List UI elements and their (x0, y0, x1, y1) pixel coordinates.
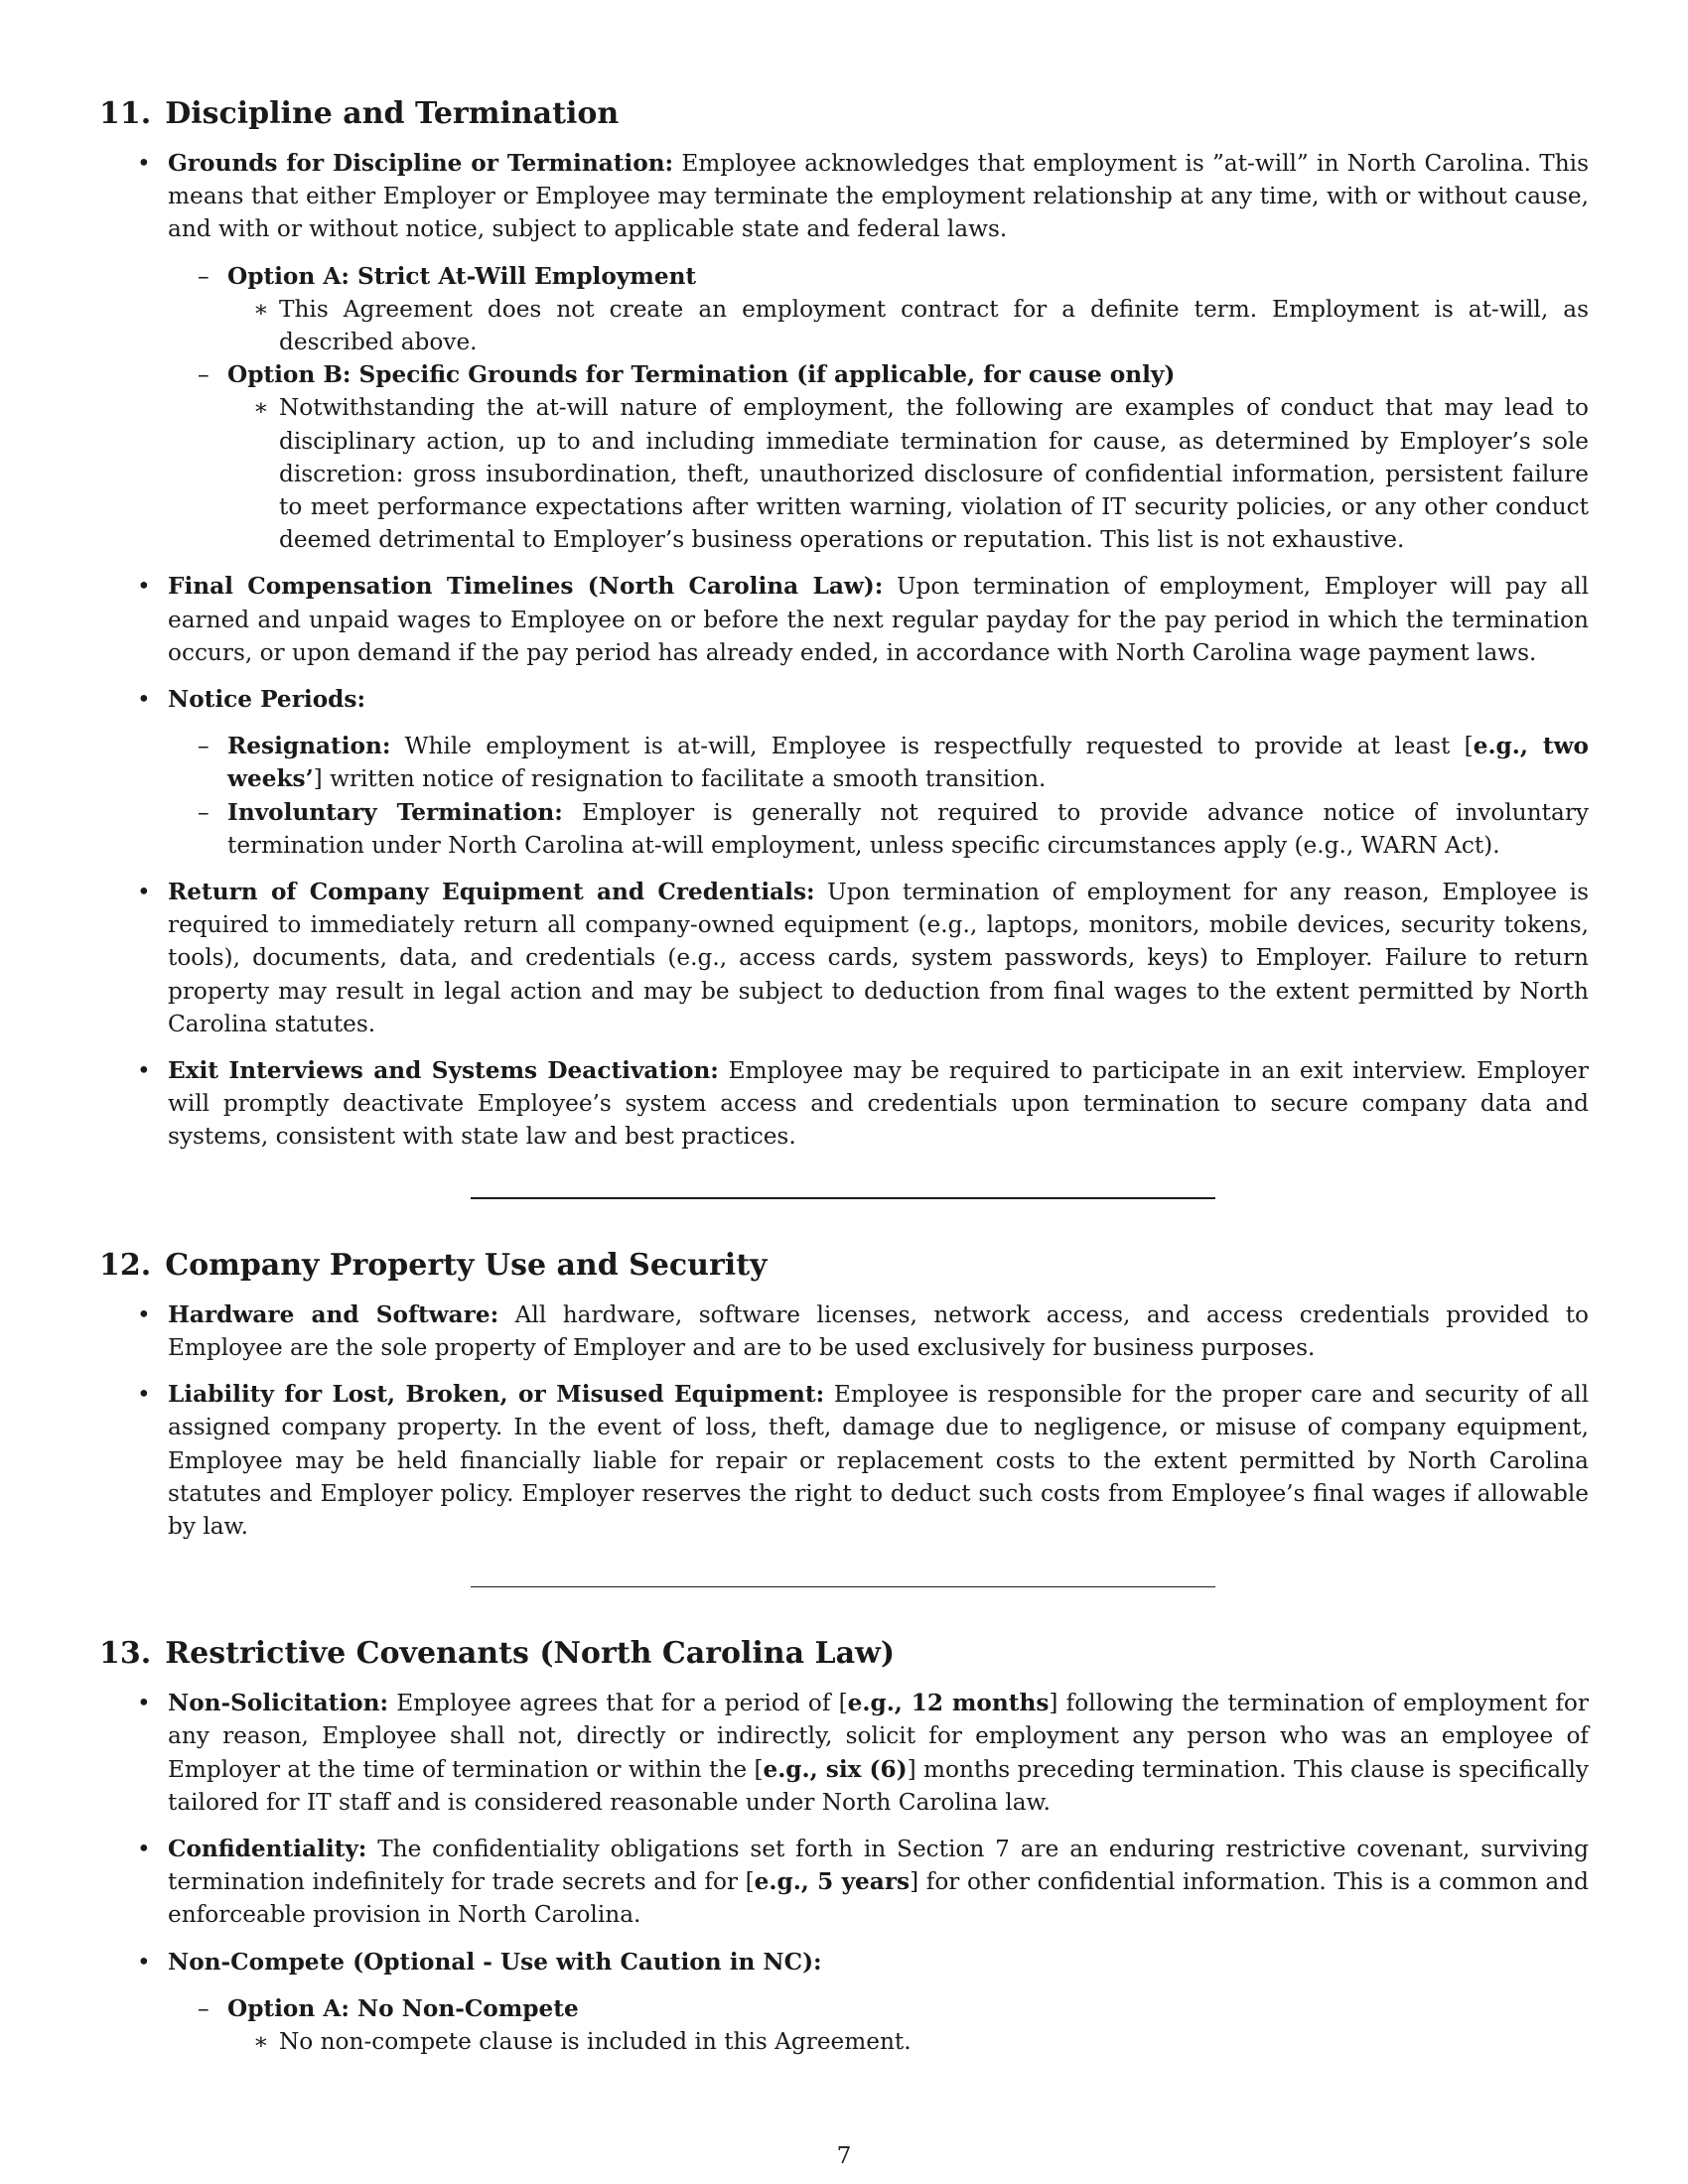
section-divider (471, 1197, 1215, 1199)
list-item: • Non-Solicitation: Employee agrees that for a period of [e.g., 12 months] following the termination of employment for any reason, Employee shall not, directly or indirectly, solicit for employment any person who was an employee of Employer at the time of termination or within the [e.g., six (6)] months preceding termination. This clause is specifically tailored for IT staff and is considered reasonable under North Carolina law. (99, 1687, 1589, 1819)
list-item: • Confidentiality: The confidentiality obligations set forth in Section 7 are an enduring restrictive covenant, surviving termination indefinitely for trade secrets and for [e.g., 5 years] for other confidential information. This is a common and enforceable provision in North Carolina. (99, 1833, 1589, 1932)
option-item: – Option B: Specific Grounds for Termination (if applicable, for cause only) ∗ Notwithstanding the at-will nature of employment, the following are examples of conduct that may lead to disciplinary action, up to and including immediate termination for cause, as determined by Employer’s sole discretion: gross insubordination, theft, unauthorized disclosure of confidential information, persistent failure to meet performance expectations after written warning, violation of IT security policies, or any other conduct deemed detrimental to Employer’s business operations or reputation. This list is not exhaustive. (168, 358, 1589, 556)
list-item: • Non-Compete (Optional - Use with Caution in NC): – Option A: No Non-Compete ∗ No non-compete clause is included in this Agreement. (99, 1946, 1589, 2059)
notice-list (168, 730, 1589, 862)
option-list (168, 1992, 1589, 2058)
section-heading: 13. Restrictive Covenants (North Carolina Law) (99, 1636, 896, 1672)
section-heading: 12. Company Property Use and Security (99, 1247, 768, 1283)
list-item: • Hardware and Software: All hardware, software licenses, network access, and access credentials provided to Employee are the sole property of Employer and are to be used exclusively for business purposes. (99, 1298, 1589, 1364)
list-item: • Grounds for Discipline or Termination: Employee acknowledges that employment is ”at-will” in North Carolina. This means that either Employer or Employee may terminate the employment relationship at any time, with or without cause, and with or without notice, subject to applicable state and federal laws. – Option A: Strict At-Will Employment ∗ This Agreement does not create an employment contract for a definite term. Employment is at-will, as described above. – Option B: Specific Grounds for Termination (if applicable, for cause only) ∗ Notwithstanding the at-will nature of employment, the following are examples of conduct that may lead to disciplinary action, up to and including immediate termination for cause, as determined by Employer’s sole discretion: gross insubordination, theft, unauthorized disclosure of confidential information, persistent failure to meet performance expectations after written warning, violation of IT security policies, or any other conduct deemed detrimental to Employer’s business operations or reputation. This list is not exhaustive. (99, 147, 1589, 556)
list-item: • Notice Periods: – Resignation: While employment is at-will, Employee is respectfully requested to provide at least [e.g., two weeks’] written notice of resignation to facilitate a smooth transition. – Involuntary Termination: Employer is generally not required to provide advance notice of involuntary termination under North Carolina at-will employment, unless specific circumstances apply (e.g., WARN Act). (99, 683, 1589, 862)
notice-item-resignation: – Resignation: While employment is at-will, Employee is respectfully requested to provide at least [e.g., two weeks’] written notice of resignation to facilitate a smooth transition. (168, 730, 1589, 795)
section-list (99, 1298, 1589, 1543)
section-divider (471, 1586, 1215, 1587)
option-text: ∗ This Agreement does not create an employment contract for a definite term. Employment is at-will, as described above. (227, 293, 1589, 358)
document-page (99, 91, 1589, 2072)
option-item: – Option A: Strict At-Will Employment ∗ This Agreement does not create an employment contract for a definite term. Employment is at-will, as described above. (168, 260, 1589, 359)
list-item: • Final Compensation Timelines (North Carolina Law): Upon termination of employment, Employer will pay all earned and unpaid wages to Employee on or before the next regular payday for the pay period in which the termination occurs, or upon demand if the pay period has already ended, in accordance with North Carolina wage payment laws. (99, 570, 1589, 669)
list-item: • Return of Company Equipment and Credentials: Upon termination of employment for any reason, Employee is required to immediately return all company-owned equipment (e.g., laptops, monitors, mobile devices, security tokens, tools), documents, data, and credentials (e.g., access cards, system passwords, keys) to Employer. Failure to return property may result in legal action and may be subject to deduction from final wages to the extent permitted by North Carolina statutes. (99, 876, 1589, 1040)
list-item: • Exit Interviews and Systems Deactivation: Employee may be required to participate in an exit interview. Employer will promptly deactivate Employee’s system access and credentials upon termination to secure company data and systems, consistent with state law and best practices. (99, 1054, 1589, 1154)
section-list (99, 147, 1589, 1154)
option-text: ∗ No non-compete clause is included in this Agreement. (227, 2025, 1589, 2058)
page-number: 7 (836, 2142, 852, 2169)
option-item: – Option A: No Non-Compete ∗ No non-compete clause is included in this Agreement. (168, 1992, 1589, 2058)
list-item: • Liability for Lost, Broken, or Misused Equipment: Employee is responsible for the proper care and security of all assigned company property. In the event of loss, theft, damage due to negligence, or misuse of company equipment, Employee may be held financially liable for repair or replacement costs to the extent permitted by North Carolina statutes and Employer policy. Employer reserves the right to deduct such costs from Employee’s final wages if allowable by law. (99, 1378, 1589, 1543)
option-text: ∗ Notwithstanding the at-will nature of employment, the following are examples of conduct that may lead to disciplinary action, up to and including immediate termination for cause, as determined by Employer’s sole discretion: gross insubordination, theft, unauthorized disclosure of confidential information, persistent failure to meet performance expectations after written warning, violation of IT security policies, or any other conduct deemed detrimental to Employer’s business operations or reputation. This list is not exhaustive. (227, 391, 1589, 556)
section-list (99, 1687, 1589, 2058)
section-heading: 11. Discipline and Termination (99, 96, 620, 131)
option-list (168, 260, 1589, 557)
notice-item-involuntary: – Involuntary Termination: Employer is generally not required to provide advance notice of involuntary termination under North Carolina at-will employment, unless specific circumstances apply (e.g., WARN Act). (168, 796, 1589, 862)
